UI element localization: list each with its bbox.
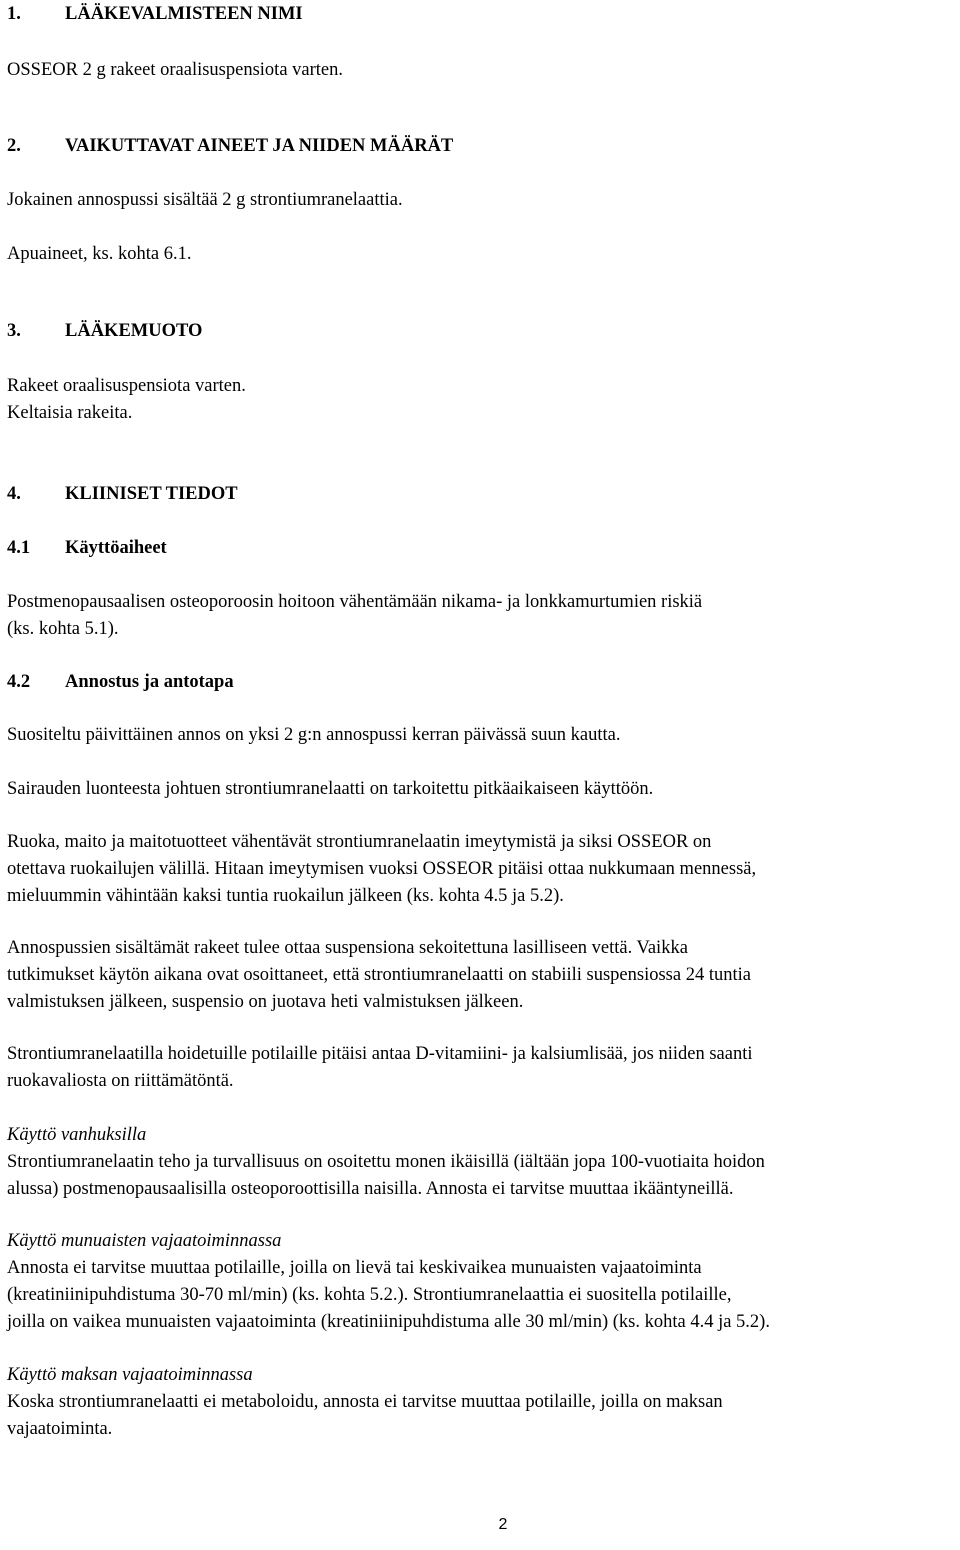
- dosage-p4-line-2: tutkimukset käytön aikana ovat osoittaneet, että strontiumranelaatti on stabiili suspensiossa 24 tuntia: [7, 965, 751, 985]
- dosage-p4-line-3: valmistuksen jälkeen, suspensio on juotava heti valmistuksen jälkeen.: [7, 992, 524, 1012]
- dosage-p1-line: Suositeltu päivittäinen annos on yksi 2 g:n annospussi kerran päivässä suun kautta.: [7, 725, 621, 745]
- section-3-text: [7, 373, 957, 427]
- dosage-p3-line-1: Ruoka, maito ja maitotuotteet vähentävät strontiumranelaatin imeytymistä ja siksi OSSEOR on: [7, 832, 712, 852]
- section-4-heading: [7, 481, 238, 508]
- section-4-title: KLIINISET TIEDOT: [65, 484, 238, 504]
- hepatic-line-1: Koska strontiumranelaatti ei metaboloidu, annosta ei tarvitse muuttaa potilaille, joilla on maksan: [7, 1392, 723, 1412]
- section-2-title: VAIKUTTAVAT AINEET JA NIIDEN MÄÄRÄT: [65, 136, 454, 156]
- section-3-title: LÄÄKEMUOTO: [65, 321, 203, 341]
- section-4-2-heading: [7, 669, 234, 696]
- elderly-line-1: Strontiumranelaatin teho ja turvallisuus on osoitettu monen ikäisillä (iältään jopa 100-vuotiaita hoidon: [7, 1152, 765, 1172]
- section-1-title: LÄÄKEVALMISTEEN NIMI: [65, 4, 303, 24]
- section-2-heading: [7, 133, 453, 160]
- section-1-number: 1.: [7, 4, 21, 24]
- indication-line-1: Postmenopausaalisen osteoporoosin hoitoon vähentämään nikama- ja lonkkamurtumien riskiä: [7, 592, 703, 612]
- section-4-1-title: Käyttöaiheet: [65, 538, 167, 558]
- section-3-heading: [7, 318, 202, 345]
- renal-line-2: (kreatiniinipuhdistuma 30-70 ml/min) (ks. kohta 5.2.). Strontiumranelaattia ei suositella potilaille,: [7, 1285, 732, 1305]
- section-4-number: 4.: [7, 484, 21, 504]
- dosage-p3-line-2: otettava ruokailujen välillä. Hitaan imeytymisen vuoksi OSSEOR pitäisi ottaa nukkumaan mennessä,: [7, 859, 757, 879]
- dosage-p4-line-1: Annospussien sisältämät rakeet tulee ottaa suspensiona sekoitettuna lasilliseen vettä. Vaikka: [7, 938, 688, 958]
- dosage-paragraph-2: [7, 776, 957, 803]
- renal-title: Käyttö munuaisten vajaatoiminnassa: [7, 1231, 282, 1251]
- indication-line-2: (ks. kohta 5.1).: [7, 619, 119, 639]
- product-name-line: OSSEOR 2 g rakeet oraalisuspensiota varten.: [7, 60, 344, 80]
- renal-line-1: Annosta ei tarvitse muuttaa potilaille, joilla on lievä tai keskivaikea munuaisten vajaatoiminta: [7, 1258, 702, 1278]
- elderly-subsection: [7, 1122, 957, 1203]
- elderly-title: Käyttö vanhuksilla: [7, 1125, 147, 1145]
- hepatic-line-2: vajaatoiminta.: [7, 1419, 113, 1439]
- form-line-1: Rakeet oraalisuspensiota varten.: [7, 376, 246, 396]
- dosage-paragraph-1: [7, 722, 957, 749]
- section-3-number: 3.: [7, 321, 21, 341]
- excipients-line: Apuaineet, ks. kohta 6.1.: [7, 244, 192, 264]
- hepatic-subsection: [7, 1362, 957, 1443]
- dosage-p5-line-2: ruokavaliosta on riittämätöntä.: [7, 1071, 234, 1091]
- dosage-p3-line-3: mieluummin vähintään kaksi tuntia ruokailun jälkeen (ks. kohta 4.5 ja 5.2).: [7, 886, 564, 906]
- section-4-1-heading: [7, 535, 167, 562]
- section-2-text-2: [7, 241, 957, 268]
- section-4-1-number: 4.1: [7, 538, 31, 558]
- renal-subsection: [7, 1228, 957, 1336]
- elderly-line-2: alussa) postmenopausaalisilla osteoporoottisilla naisilla. Annosta ei tarvitse muuttaa ikääntyneillä.: [7, 1179, 734, 1199]
- section-1-text: [7, 57, 957, 84]
- section-1-heading: [7, 1, 303, 28]
- dosage-paragraph-3: [7, 829, 957, 910]
- section-4-2-number: 4.2: [7, 672, 31, 692]
- section-2-text-1: [7, 187, 957, 214]
- dosage-paragraph-4: [7, 935, 957, 1016]
- form-line-2: Keltaisia rakeita.: [7, 403, 133, 423]
- hepatic-title: Käyttö maksan vajaatoiminnassa: [7, 1365, 253, 1385]
- active-substance-line: Jokainen annospussi sisältää 2 g strontiumranelaattia.: [7, 190, 403, 210]
- dosage-paragraph-5: [7, 1041, 957, 1095]
- dosage-p5-line-1: Strontiumranelaatilla hoidetuille potilaille pitäisi antaa D-vitamiini- ja kalsiumlisää, jos niiden saanti: [7, 1044, 753, 1064]
- dosage-p2-line: Sairauden luonteesta johtuen strontiumranelaatti on tarkoitettu pitkäaikaiseen käyttöön.: [7, 779, 654, 799]
- section-4-2-title: Annostus ja antotapa: [65, 672, 234, 692]
- page-number: 2: [498, 1516, 508, 1533]
- section-4-1-text: [7, 589, 957, 643]
- section-2-number: 2.: [7, 136, 21, 156]
- page-footer: [0, 1515, 960, 1535]
- renal-line-3: joilla on vaikea munuaisten vajaatoiminta (kreatiniinipuhdistuma alle 30 ml/min) (ks. kohta 4.4 ja 5.2).: [7, 1312, 770, 1332]
